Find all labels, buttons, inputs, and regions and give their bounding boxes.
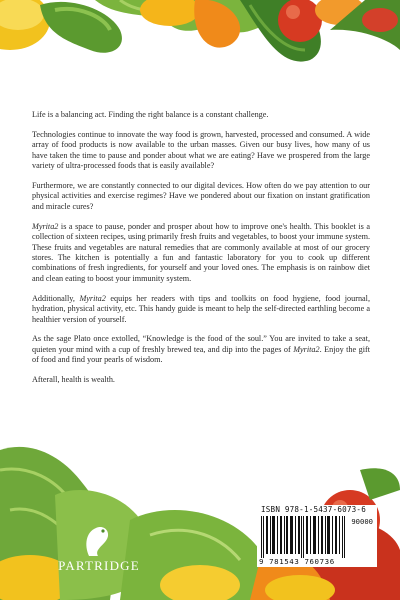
book-title-inline: Myrita2 [79, 293, 106, 303]
paragraph-technologies: Technologies continue to innovate the way food is grown, harvested, processed and consumed. A wide array of food products is now available to the urban masses. Given our busy lives, how many of us have taken the time to pause and ponder about what we are eating? Have we prospered from the large variety of ultra-processed foods that is easily available? [32, 129, 370, 171]
isbn-barcode [257, 505, 377, 567]
barcode-bars [261, 516, 345, 558]
paragraph-tips [32, 294, 370, 325]
publisher-logo [54, 520, 144, 580]
partridge-bird-icon [54, 520, 144, 560]
paragraph-text: is a space to pause, ponder and prosper about how to improve one's health. This booklet is a collection of sixteen recipes, using primarily fresh fruits and vegetables, to boost your immune system. These fruits and vegetables are natural remedies that are commonly available at most of our grocery stores. The kitchen is potentially a fun and fantastic laboratory for you to cook up different combinations of fresh ingredients, for yourself and your loved ones. The emphasis is on rainbow diet and clean eating to boost your immunity system. [32, 221, 370, 283]
top-vegetables-image [0, 0, 400, 95]
paragraph-plato [32, 334, 370, 365]
paragraph-text: Additionally, [32, 293, 80, 303]
ean-digits: 9 781543 760736 [259, 557, 335, 566]
paragraph-text: As the sage Plato once extolled, “Knowledge is the food of the soul.” You are invited to take a seat, quieten your mind with a cup of freshly brewed tea, and dip into the pages of [32, 334, 370, 354]
paragraph-myrita2-space [32, 222, 370, 284]
paragraph-text: . Enjoy the gift of food and find your pearls of wisdom. [32, 344, 370, 365]
paragraph-digital-devices: Furthermore, we are constantly connected to our digital devices. How often do we pay attention to our physical activities and exercise regimes? Have we pondered about our fixation on instant gratification and miracle cures? [32, 181, 370, 211]
price-code: 90000 [351, 517, 373, 526]
back-cover-text [32, 110, 370, 395]
book-title-inline: Myrita2 [293, 344, 320, 354]
paragraph-intro: Life is a balancing act. Finding the right balance is a constant challenge. [32, 110, 269, 119]
paragraph-closing: Afterall, health is wealth. [32, 375, 115, 385]
publisher-name: PARTRIDGE [58, 558, 140, 573]
isbn-label: ISBN 978-1-5437-6073-6 [261, 505, 366, 514]
book-title-inline: Myrita2 [32, 221, 59, 231]
paragraph-text: equips her readers with tips and toolkits on food hygiene, food journal, hydration, physical activity, etc. This handy guide is meant to help the self-directed earthling become a healthier version of yourself. [32, 293, 370, 324]
